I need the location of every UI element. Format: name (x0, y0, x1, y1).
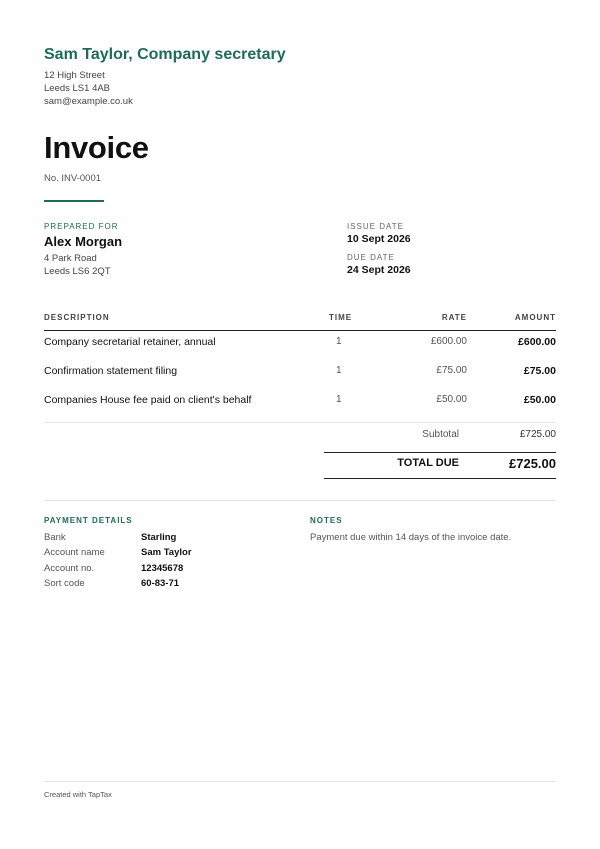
column-header-amount: AMOUNT (514, 313, 556, 322)
issue-date-label: ISSUE DATE (347, 222, 404, 231)
subtotal-label: Subtotal (422, 429, 459, 440)
payment-details-heading: PAYMENT DETAILS (44, 516, 133, 525)
payment-label: Account name (44, 547, 105, 558)
total-bottom-rule (324, 478, 556, 479)
total-due-label: TOTAL DUE (397, 457, 459, 469)
client-name: Alex Morgan (44, 234, 123, 249)
notes-heading: NOTES (310, 516, 343, 525)
prepared-for-label: PREPARED FOR (44, 222, 119, 231)
sender-address-line: 12 High Street (44, 70, 105, 81)
row-rate: £50.00 (436, 394, 467, 405)
row-amount: £600.00 (518, 336, 556, 348)
client-address-line: Leeds LS6 2QT (44, 266, 111, 277)
table-row (44, 365, 556, 379)
row-rate: £75.00 (436, 365, 467, 376)
column-header-description: DESCRIPTION (44, 313, 110, 322)
accent-divider (44, 200, 104, 202)
payment-label: Bank (44, 532, 66, 543)
table-row (44, 336, 556, 350)
table-bottom-rule (44, 422, 556, 423)
footer-divider (44, 781, 556, 782)
due-date-label: DUE DATE (347, 253, 395, 262)
sender-email: sam@example.co.uk (44, 96, 133, 107)
row-amount: £50.00 (523, 394, 556, 406)
payment-label: Sort code (44, 578, 85, 589)
footer-credit: Created with TapTax (44, 790, 112, 799)
column-header-time: TIME (329, 313, 353, 322)
table-row (44, 394, 556, 408)
row-description: Confirmation statement filing (44, 365, 178, 377)
payment-label: Account no. (44, 563, 95, 574)
row-description: Companies House fee paid on client's behalf (44, 394, 252, 406)
row-time: 1 (336, 394, 342, 405)
column-header-rate: RATE (441, 313, 467, 322)
row-rate: £600.00 (430, 336, 467, 347)
sender-name: Sam Taylor, Company secretary (44, 46, 286, 63)
notes-text: Payment due within 14 days of the invoice date. (310, 532, 512, 543)
sender-address-line: Leeds LS1 4AB (44, 83, 111, 94)
row-amount: £75.00 (523, 365, 556, 377)
row-time: 1 (336, 336, 342, 347)
payment-value: Sam Taylor (141, 547, 192, 558)
payment-value: 12345678 (141, 563, 184, 574)
total-top-rule (324, 452, 556, 453)
row-description: Company secretarial retainer, annual (44, 336, 216, 348)
due-date-value: 24 Sept 2026 (347, 264, 411, 276)
section-divider (44, 500, 556, 501)
client-address-line: 4 Park Road (44, 253, 97, 264)
table-header-rule (44, 330, 556, 331)
row-time: 1 (336, 365, 342, 376)
subtotal-value: £725.00 (519, 429, 556, 440)
invoice-number: No. INV-0001 (44, 173, 102, 184)
payment-value: Starling (141, 532, 177, 543)
total-due-value: £725.00 (509, 456, 556, 471)
invoice-title: Invoice (44, 130, 149, 165)
issue-date-value: 10 Sept 2026 (347, 233, 411, 245)
payment-value: 60-83-71 (141, 578, 180, 589)
